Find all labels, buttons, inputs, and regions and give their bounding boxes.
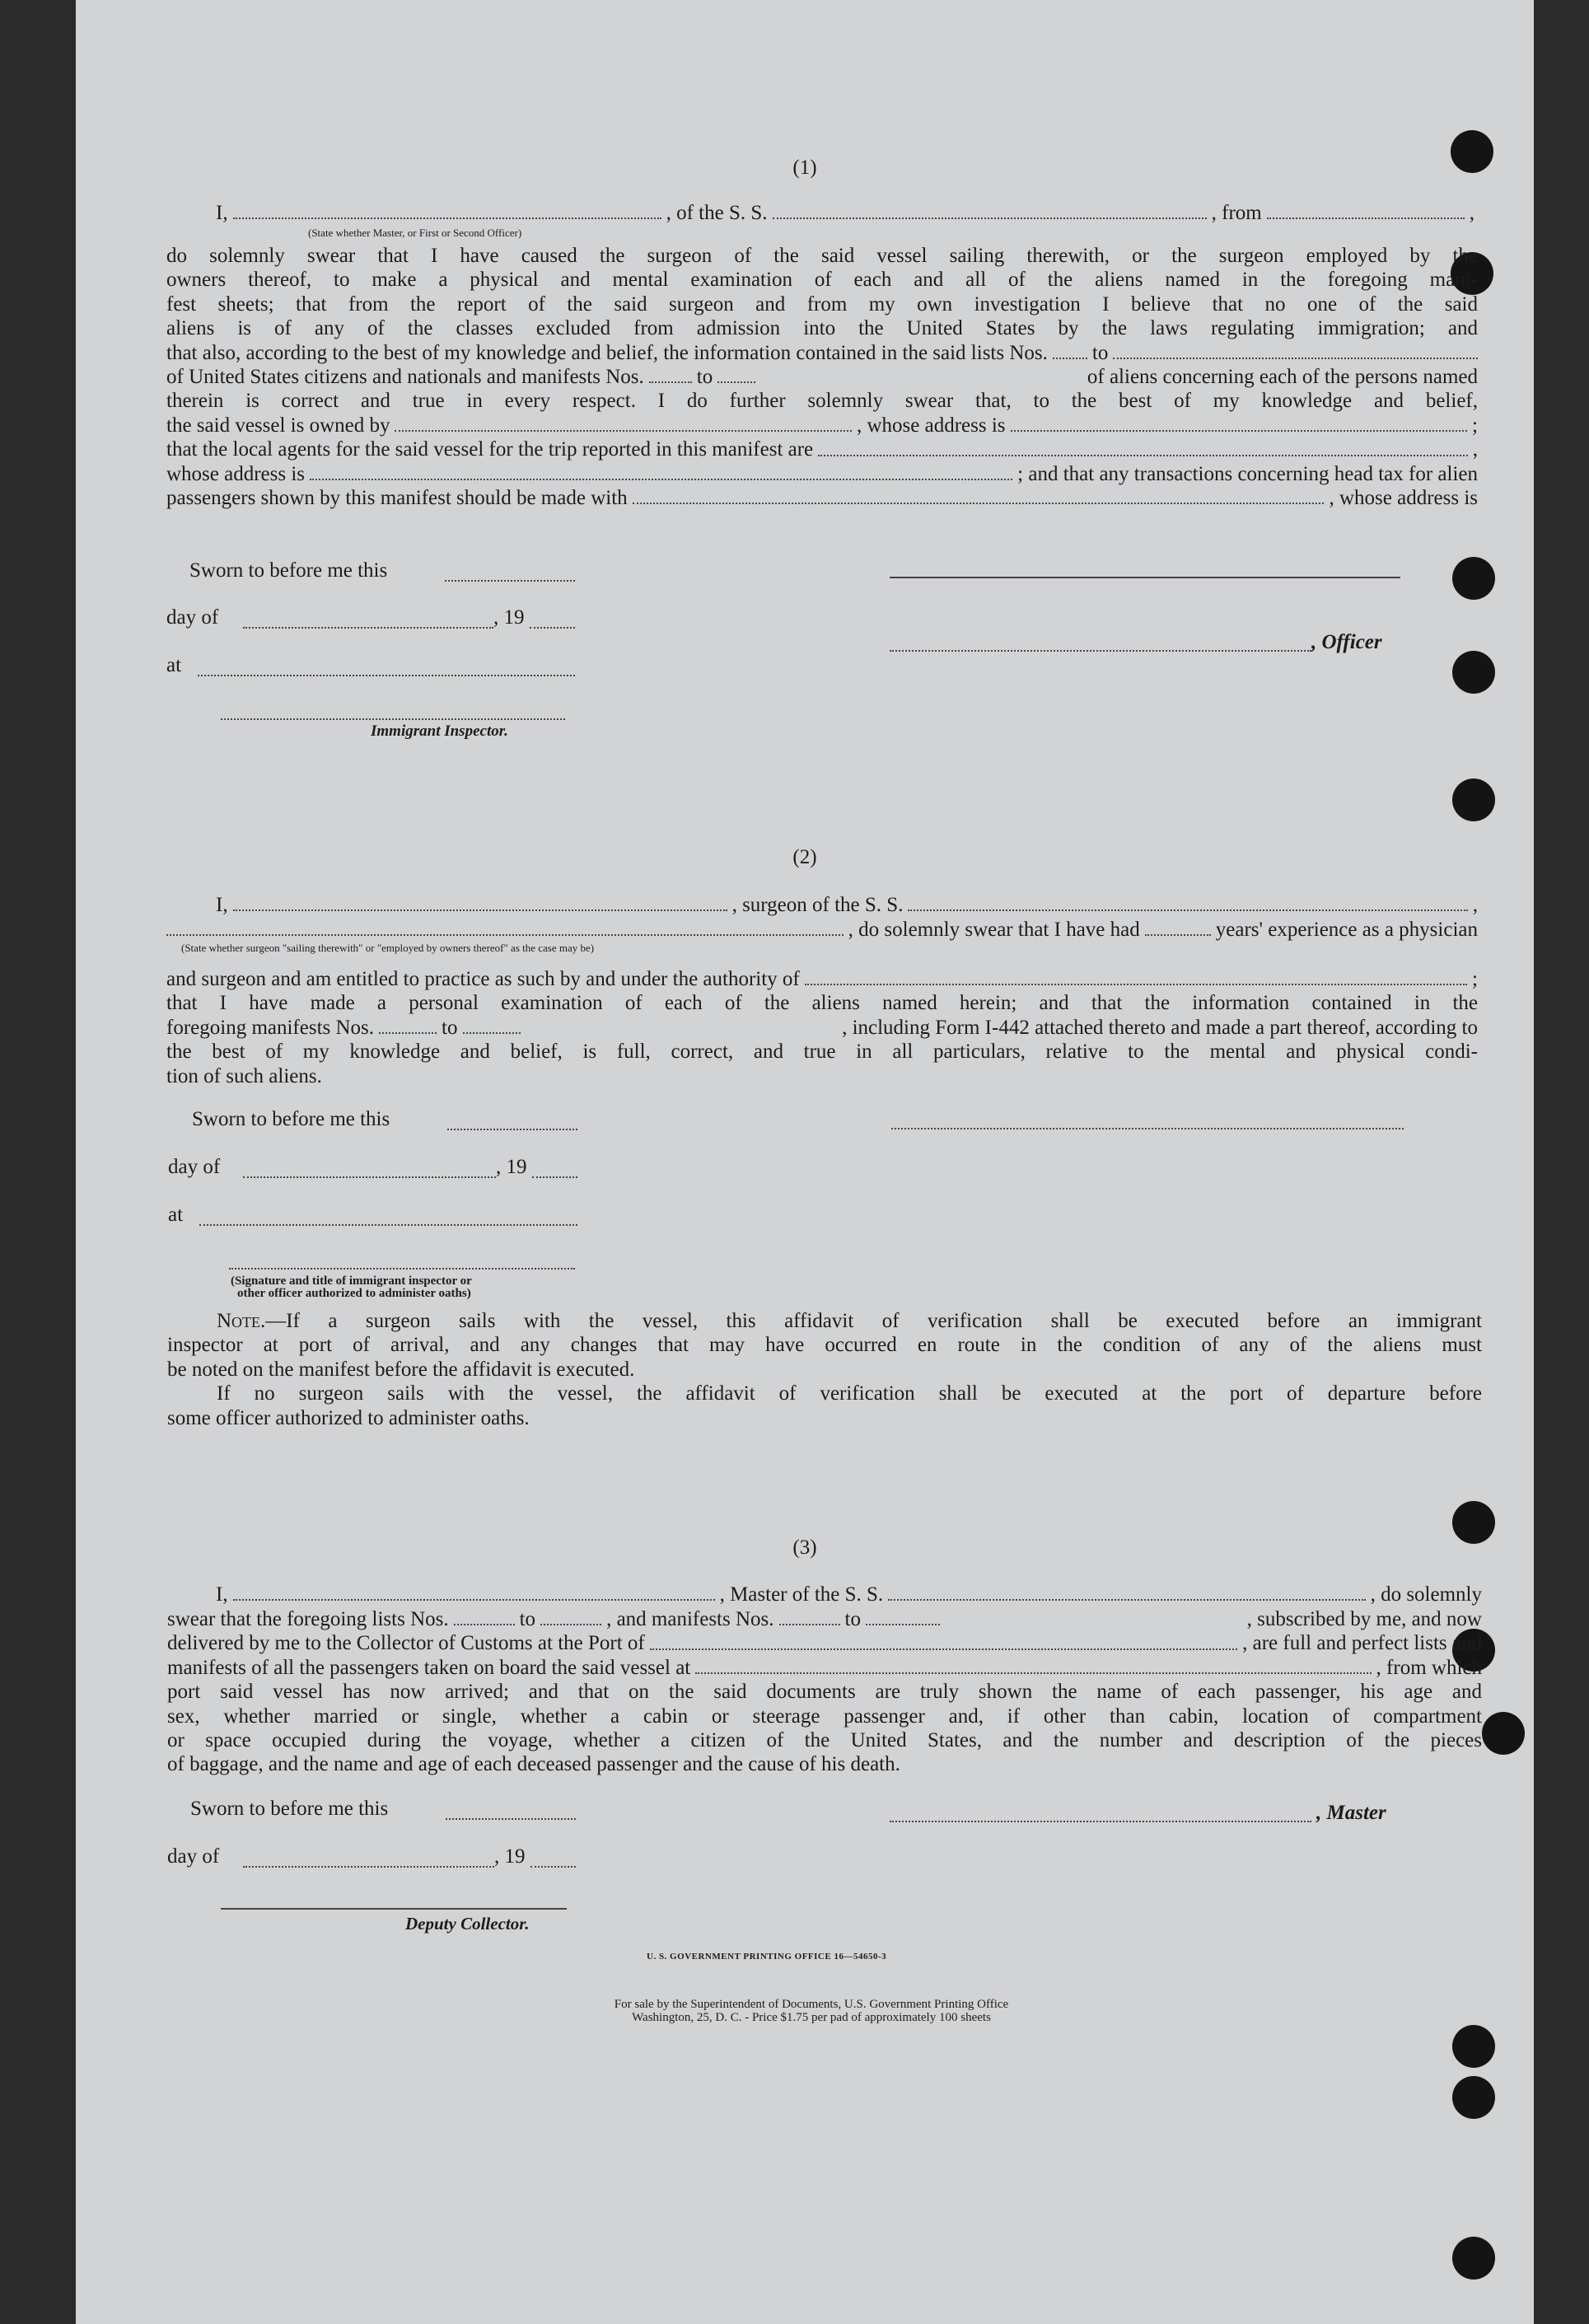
surgeon-name-field[interactable] [233,909,727,911]
manifests-from-field[interactable] [779,1624,840,1625]
practice-authority-field[interactable] [805,984,1467,985]
master-vessel-field[interactable] [888,1599,1365,1601]
year-field[interactable] [530,1866,576,1868]
punch-hole [1452,2025,1495,2068]
year-field[interactable] [532,1176,577,1178]
inspector-signature-field[interactable] [229,1268,575,1270]
departure-port-field[interactable] [1267,217,1465,219]
punch-hole [1452,2237,1495,2280]
manifest-from-field[interactable] [649,381,692,383]
signature-note: (Signature and title of immigrant inspector or [231,1274,472,1288]
boarding-port-field[interactable] [695,1672,1371,1674]
punch-hole [1482,1712,1525,1755]
gpo-imprint: U. S. GOVERNMENT PRINTING OFFICE 16—54650-3 [647,1952,887,1962]
punch-hole [1452,2076,1495,2119]
master-signature-field[interactable] [890,1821,1311,1822]
month-field[interactable] [243,1176,496,1178]
vessel-name-field[interactable] [773,217,1207,219]
vessel-owner-field[interactable] [395,430,852,432]
officer-signature-field[interactable] [890,650,1311,652]
inspector-caption: Immigrant Inspector. [371,722,508,740]
sale-notice: For sale by the Superintendent of Documents, U.S. Government Printing Office [614,1998,1009,2011]
punch-hole [1452,651,1495,694]
surgeon-type-note: (State whether surgeon "sailing therewith" or "employed by owners thereof" as the case may be) [181,942,595,954]
section-2-line-2: , do solemnly swear that I have had years' experience as a physician [166,919,1478,942]
section-1-number: (1) [792,157,817,179]
inspector-signature-field[interactable] [221,718,565,720]
sworn-date-field[interactable] [447,1129,577,1130]
section-1-body: do solemnly swear that I have caused the surgeon of the said vessel sailing therewith, or the surgeon employed by the owners thereof, to make a physical and mental examination of each and all of the aliens named in the foregoing mani- fest sheets; that from the report of the said surgeon and from my own investigation I believe that no one of the said aliens is of any of the classes excluded from admission into the United States by the laws regulating immigration; and that also, according to the best of my knowledge and belief, the information contained in the said lists Nos. to of United States citizens and nationals and manifests Nos. to of aliens concerning each of the persons named therein is correct and true in every respect. I do further solemnly swear that, to the best of my knowledge and belief, the said vessel is owned by , whose address is ; that the local agents for the said vessel for the trip reported in this manifest are , whose address is ; and that any transactions concerning head tax for alien passengers shown by this manifest should be made with , whose address is [166,245,1478,510]
sworn-label: Sworn to before me this [192,1108,390,1130]
officer-caption: , Officer [1311,631,1382,653]
at-label: at [166,654,182,676]
citizen-list-from-field[interactable] [1053,358,1087,359]
surgeon-vessel-field[interactable] [908,909,1467,911]
section-2-line-1: I, , surgeon of the S. S. , [216,894,1478,916]
sworn-label: Sworn to before me this [190,1798,389,1820]
sworn-date-field[interactable] [445,580,575,582]
officer-rank-note: (State whether Master, or First or Second Officer) [308,227,522,239]
sale-notice: Washington, 25, D. C. - Price $1.75 per pad of approximately 100 sheets [632,2011,991,2024]
day-of-label: day of [168,1156,221,1178]
master-caption: , Master [1316,1802,1386,1824]
day-of-label: day of [167,1845,220,1868]
manifests-to-field[interactable] [866,1624,940,1625]
head-tax-contact-field[interactable] [633,503,1325,504]
master-name-field[interactable] [233,1599,715,1601]
section-2-body: and surgeon and am entitled to practice as such by and under the authority of ; that I have made a personal examination of each of the aliens named herein; and that the information contained in the foregoing manifests Nos. to , including Form I-442 attached thereto and made a part thereof, according to the best of my knowledge and belief, is full, correct, and true in all particulars, relative to the mental and physical condi- tion of such aliens. [166,968,1478,1087]
agents-address-field[interactable] [310,479,1012,480]
customs-port-field[interactable] [650,1648,1237,1650]
local-agents-field[interactable] [818,455,1468,456]
year-label: , 19 [496,1156,527,1178]
month-field[interactable] [243,627,493,629]
lists-from-field[interactable] [454,1624,515,1625]
surgeon-manifest-from-field[interactable] [379,1032,437,1034]
surgeon-signature-field[interactable] [891,1128,1404,1129]
day-of-label: day of [166,606,219,629]
place-field[interactable] [199,1224,577,1226]
section-3-number: (3) [792,1536,817,1559]
section-3-line-1: I, , Master of the S. S. , do solemnly [216,1583,1482,1606]
at-label: at [168,1204,184,1226]
sworn-date-field[interactable] [446,1818,576,1820]
signature-note: other officer authorized to administer oaths) [237,1287,471,1300]
citizen-list-to-field[interactable] [1113,358,1478,359]
officer-name-field[interactable] [233,217,661,219]
section-3-body: swear that the foregoing lists Nos. to , and manifests Nos. to , subscribed by me, and now delivered by me to the Collector of Customs at the Port of , are full and perfect lists and manifests of all the passengers taken on board the said vessel at , from which port said vessel has now arrived; and that on the said documents are truly shown the name of each passenger, his age and sex, whether married or single, whether a cabin or steerage passenger and, if other than cabin, location of compartment or space occupied during the voyage, whether a citizen of the United States, and the number and description of the pieces of baggage, and the name and age of each deceased passenger and the cause of his death. [167,1608,1482,1776]
years-experience-field[interactable] [1145,934,1211,936]
sworn-label: Sworn to before me this [189,559,388,582]
punch-hole [1452,557,1495,600]
lists-to-field[interactable] [540,1624,601,1625]
section-1-line-1: I, , of the S. S. , from , [216,202,1474,224]
collector-signature-field[interactable] [221,1908,567,1910]
owner-address-field[interactable] [1011,430,1468,432]
manifest-back-page [76,0,1534,2324]
officer-name-line[interactable] [890,577,1400,578]
place-field[interactable] [198,675,575,676]
punch-hole [1452,779,1495,821]
collector-caption: Deputy Collector. [405,1914,530,1934]
section-2-note: Note.—If a surgeon sails with the vessel, this affidavit of verification shall be executed before an immigrant inspector at port of arrival, and any changes that may have occurred en route in the condition of any of the aliens must be noted on the manifest before the affidavit is executed. If no surgeon sails with the vessel, the affidavit of verification shall be executed at the port of departure before some officer authorized to administer oaths. [167,1310,1482,1429]
month-field[interactable] [243,1866,494,1868]
year-label: , 19 [493,606,525,629]
surgeon-type-field[interactable] [166,934,844,936]
manifest-to-field[interactable] [717,381,755,383]
year-field[interactable] [530,627,575,629]
section-2-number: (2) [792,846,817,868]
year-label: , 19 [494,1845,526,1868]
surgeon-manifest-to-field[interactable] [463,1032,521,1034]
